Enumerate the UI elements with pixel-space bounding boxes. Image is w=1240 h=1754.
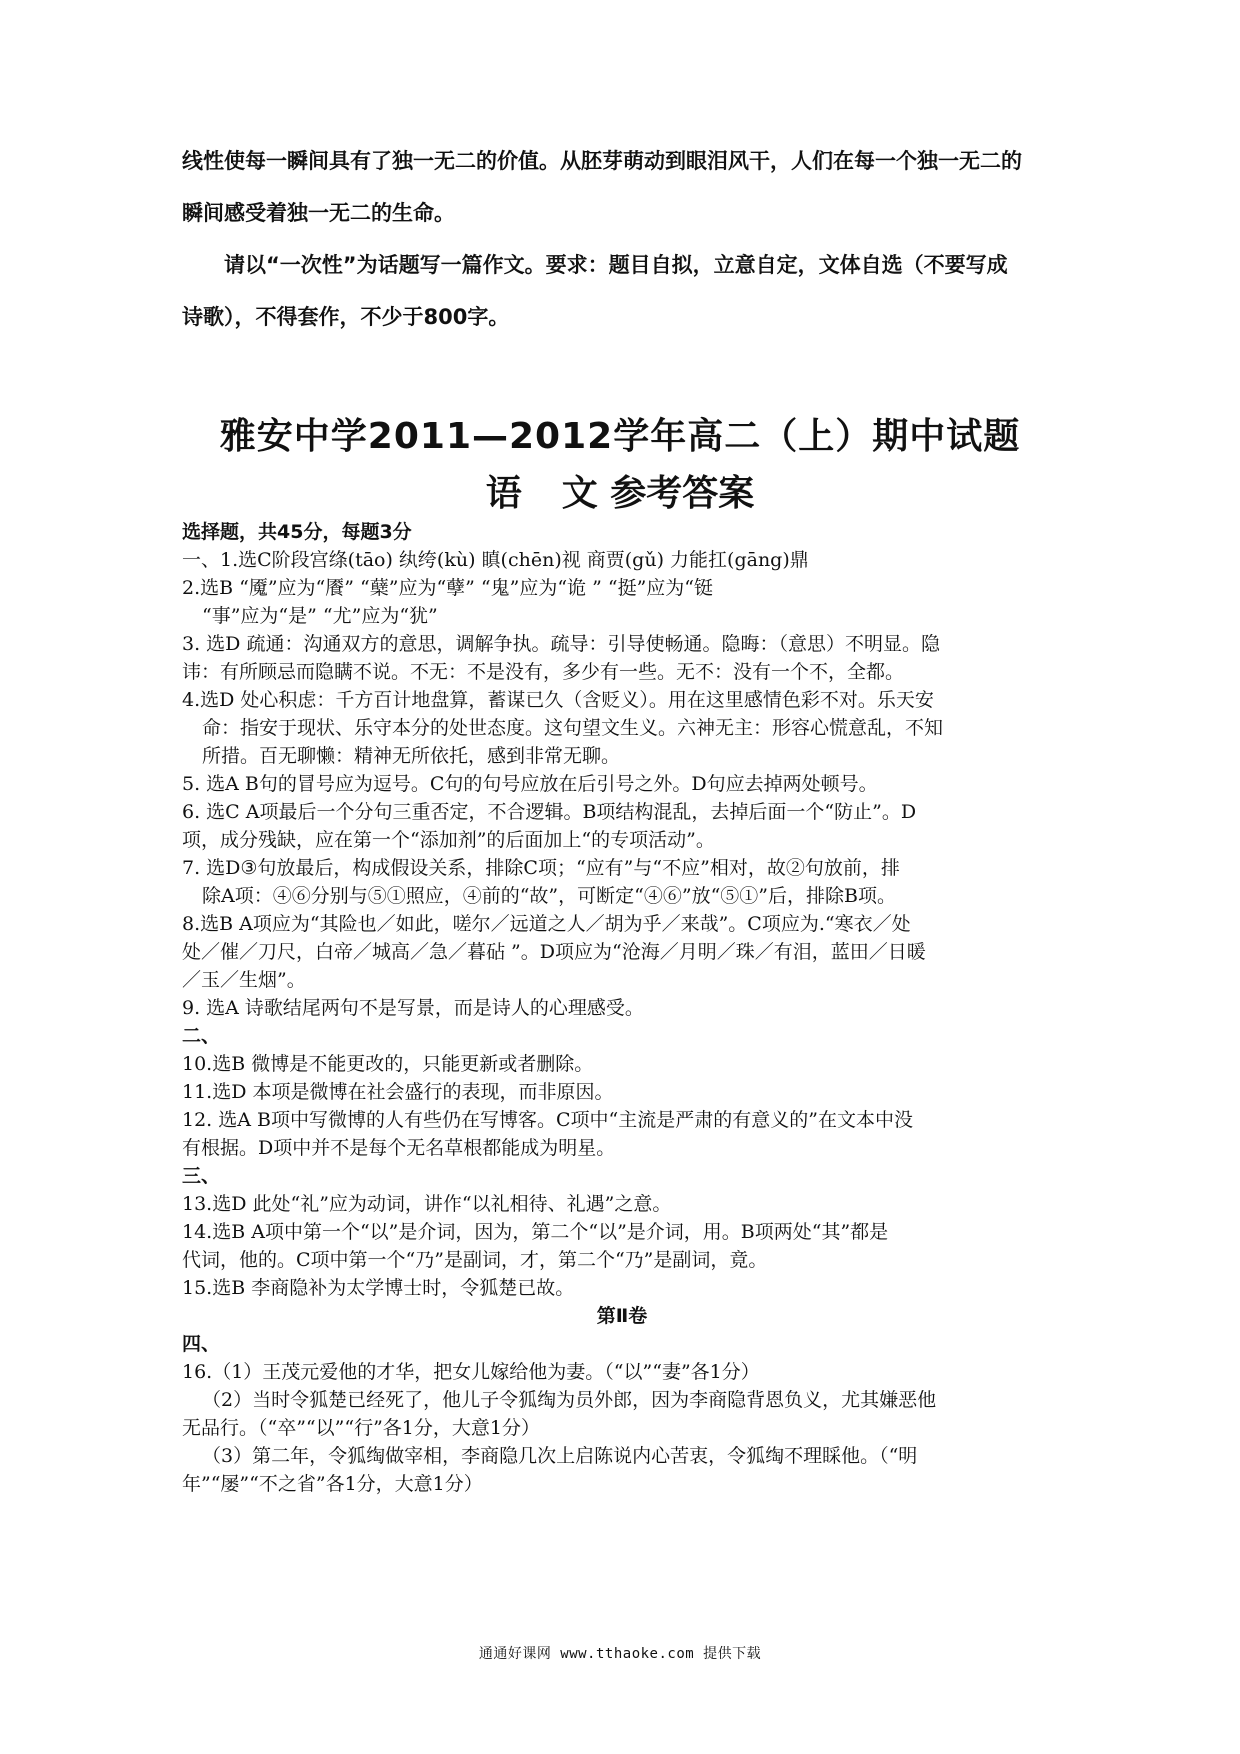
answer-line: 10.选B 微博是不能更改的，只能更新或者删除。 (182, 1053, 594, 1075)
answer-line: 命：指安于现状、乐守本分的处世态度。这句望文生义。六神无主：形容心慌意乱，不知 (202, 717, 944, 739)
answer-line: 无品行。（“卒”“以”“行”各1分，大意1分） (182, 1417, 540, 1439)
prompt-line-2: 诗歌），不得套作，不少于800字。 (182, 305, 510, 329)
answer-line: 16.（1）王茂元爱他的才华，把女儿嫁给他为妻。（“以”“妻”各1分） (182, 1361, 760, 1383)
answer-line: 3. 选D 疏通：沟通双方的意思，调解争执。疏导：引导使畅通。隐晦：（意思）不明显。隐 (182, 633, 940, 655)
answer-line: 14.选B A项中第一个“以”是介词，因为，第二个“以”是介词，用。B项两处“其”都是 (182, 1221, 889, 1243)
answer-line: 11.选D 本项是微博在社会盛行的表现，而非原因。 (182, 1081, 614, 1103)
answer-line: 代词，他的。C项中第一个“乃”是副词，才，第二个“乃”是副词，竟。 (182, 1249, 768, 1271)
answer-line: 8.选B A项应为“其险也／如此，嗟尔／远道之人／胡为乎／来哉”。C项应为.“寒衣／处 (182, 913, 911, 935)
answer-line: 4.选D 处心积虑：千方百计地盘算，蓄谋已久（含贬义）。用在这里感情色彩不对。乐天安 (182, 689, 934, 711)
passage-line-2: 瞬间感受着独一无二的生命。 (182, 201, 455, 225)
answer-line: 12. 选A B项中写微博的人有些仍在写博客。C项中“主流是严肃的有意义的”在文本中没 (182, 1109, 913, 1131)
prompt-line-1: 请以“一次性”为话题写一篇作文。要求：题目自拟，立意自定，文体自选（不要写成 (224, 253, 1008, 277)
passage-line-1: 线性使每一瞬间具有了独一无二的价值。从胚芽萌动到眼泪风干，人们在每一个独一无二的 (182, 149, 1022, 173)
answer-line: “事”应为“是” “尤”应为“犹” (202, 605, 438, 627)
answer-line: 13.选D 此处“礼”应为动词，讲作“以礼相待、礼遇”之意。 (182, 1193, 672, 1215)
essay-prompt-passage (182, 135, 1062, 343)
answer-line: 7. 选D③句放最后，构成假设关系，排除C项；“应有”与“不应”相对，故②句放前，排 (182, 857, 900, 879)
answer-line: 有根据。D项中并不是每个无名草根都能成为明星。 (182, 1137, 616, 1159)
answer-line: 除A项：④⑥分别与⑤①照应，④前的“故”，可断定“④⑥”放“⑤①”后，排除B项。 (202, 885, 896, 907)
answer-line: 年”“屡”“不之省”各1分，大意1分） (182, 1473, 483, 1495)
answer-line: 一、1.选C阶段宫绦(tāo) 纨绔(kù) 瞋(chēn)视 商贾(gǔ) 力能扛(gāng)鼎 (182, 549, 809, 571)
footer-source: 通通好课网 www.tthaoke.com 提供下载 (478, 1646, 762, 1662)
answer-line: 处／催／刀尺，白帝／城高／急／暮砧 ”。D项应为“沧海／月明／珠／有泪，蓝田／日暖 (182, 941, 926, 963)
answer-line: 2.选B “魇”应为“餍” “蘖”应为“孽” “鬼”应为“诡 ” “挺”应为“铤 (182, 577, 713, 599)
answer-line: 15.选B 李商隐补为太学博士时，令狐楚已故。 (182, 1277, 575, 1299)
answer-line: 讳：有所顾忌而隐瞒不说。不无：不是没有，多少有一些。无不：没有一个不，全都。 (182, 661, 905, 683)
answer-line: 6. 选C A项最后一个分句三重否定，不合逻辑。B项结构混乱，去掉后面一个“防止”。D (182, 801, 917, 823)
answer-key-title-part-1: 语 (485, 473, 522, 514)
section-header: 选择题，共45分，每题3分 (182, 521, 412, 543)
answer-line: 二、 (182, 1025, 221, 1047)
answer-line: ／玉／生烟”。 (182, 969, 306, 991)
answer-key-title-part-2: 文 参考答案 (561, 473, 755, 514)
exam-title: 雅安中学2011—2012学年高二（上）期中试题 (219, 416, 1021, 457)
answer-line: 所措。百无聊懒：精神无所依托，感到非常无聊。 (202, 745, 621, 767)
answer-list (182, 518, 1062, 1498)
answer-line: 5. 选A B句的冒号应为逗号。C句的句号应放在后引号之外。D句应去掉两处顿号。 (182, 773, 878, 795)
answer-line: 项，成分残缺，应在第一个“添加剂”的后面加上“的专项活动”。 (182, 829, 715, 851)
answer-line: 第Ⅱ卷 (596, 1305, 648, 1327)
answer-key-title (0, 465, 1240, 516)
answer-line: （3）第二年，令狐绹做宰相，李商隐几次上启陈说内心苦衷，令狐绹不理睬他。（“明 (202, 1445, 918, 1467)
answer-line: 9. 选A 诗歌结尾两句不是写景，而是诗人的心理感受。 (182, 997, 644, 1019)
answer-line: 四、 (182, 1333, 221, 1355)
answer-line: 三、 (182, 1165, 221, 1187)
answer-line: （2）当时令狐楚已经死了，他儿子令狐绹为员外郎，因为李商隐背恩负义，尤其嫌恶他 (202, 1389, 937, 1411)
